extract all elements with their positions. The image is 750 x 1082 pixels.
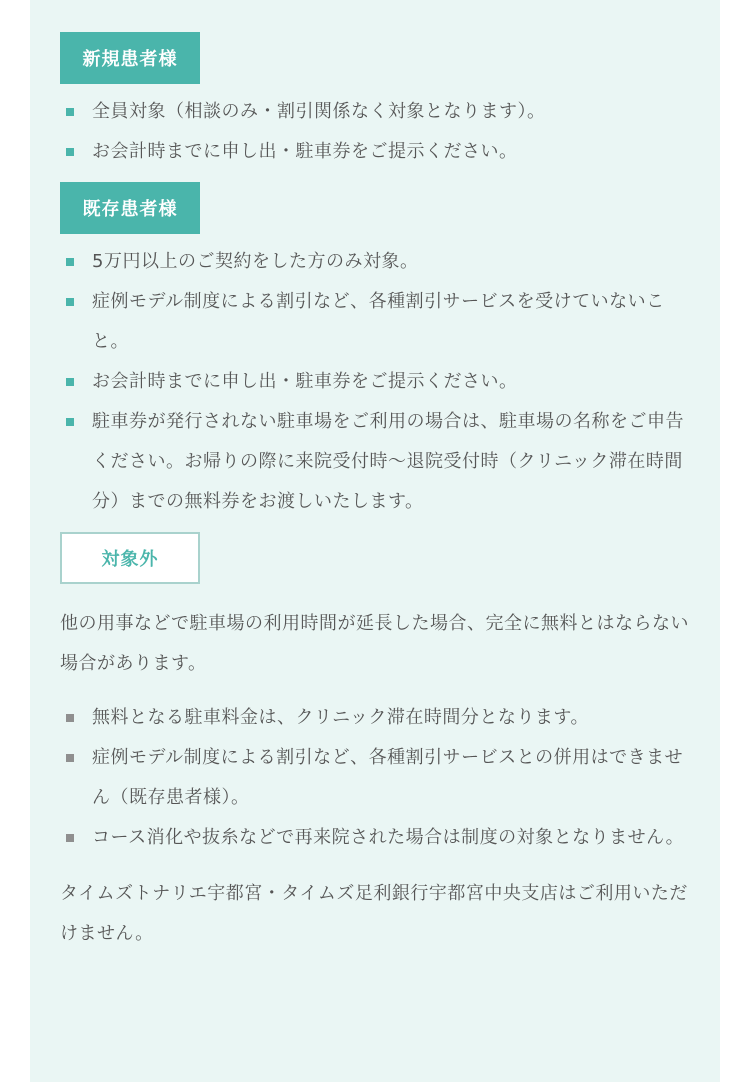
- new-patients-heading: 新規患者様: [60, 32, 200, 84]
- list-item: コース消化や抜糸などで再来院された場合は制度の対象となりません。: [60, 818, 690, 858]
- excluded-footer: タイムズトナリエ宇都宮・タイムズ足利銀行宇都宮中央支店はご利用いただけません。: [60, 883, 688, 944]
- square-bullet-icon: [66, 714, 74, 722]
- list-item: 症例モデル制度による割引など、各種割引サービスとの併用はできません（既存患者様）。: [60, 738, 690, 818]
- info-panel: [30, 0, 720, 1082]
- existing-patients-list: [60, 242, 690, 522]
- list-item: 駐車券が発行されない駐車場をご利用の場合は、駐車場の名称をご申告ください。お帰りの際に来院受付時〜退院受付時（クリニック滞在時間分）までの無料券をお渡しいたします。: [60, 402, 690, 522]
- panel-content: [60, 32, 690, 954]
- list-item: 5万円以上のご契約をした方のみ対象。: [60, 242, 690, 282]
- square-bullet-icon: [66, 108, 74, 116]
- list-item: お会計時までに申し出・駐車券をご提示ください。: [60, 132, 690, 172]
- square-bullet-icon: [66, 298, 74, 306]
- list-item: お会計時までに申し出・駐車券をご提示ください。: [60, 362, 690, 402]
- square-bullet-icon: [66, 754, 74, 762]
- list-item: 無料となる駐車料金は、クリニック滞在時間分となります。: [60, 698, 690, 738]
- square-bullet-icon: [66, 148, 74, 156]
- square-bullet-icon: [66, 378, 74, 386]
- square-bullet-icon: [66, 258, 74, 266]
- square-bullet-icon: [66, 418, 74, 426]
- excluded-list: [60, 698, 690, 858]
- existing-patients-heading: 既存患者様: [60, 182, 200, 234]
- new-patients-list: [60, 92, 690, 172]
- excluded-heading: 対象外: [60, 532, 200, 584]
- list-item: 症例モデル制度による割引など、各種割引サービスを受けていないこと。: [60, 282, 690, 362]
- square-bullet-icon: [66, 834, 74, 842]
- excluded-intro: 他の用事などで駐車場の利用時間が延長した場合、完全に無料とはならない場合があります。: [60, 613, 689, 674]
- list-item: 全員対象（相談のみ・割引関係なく対象となります）。: [60, 92, 690, 132]
